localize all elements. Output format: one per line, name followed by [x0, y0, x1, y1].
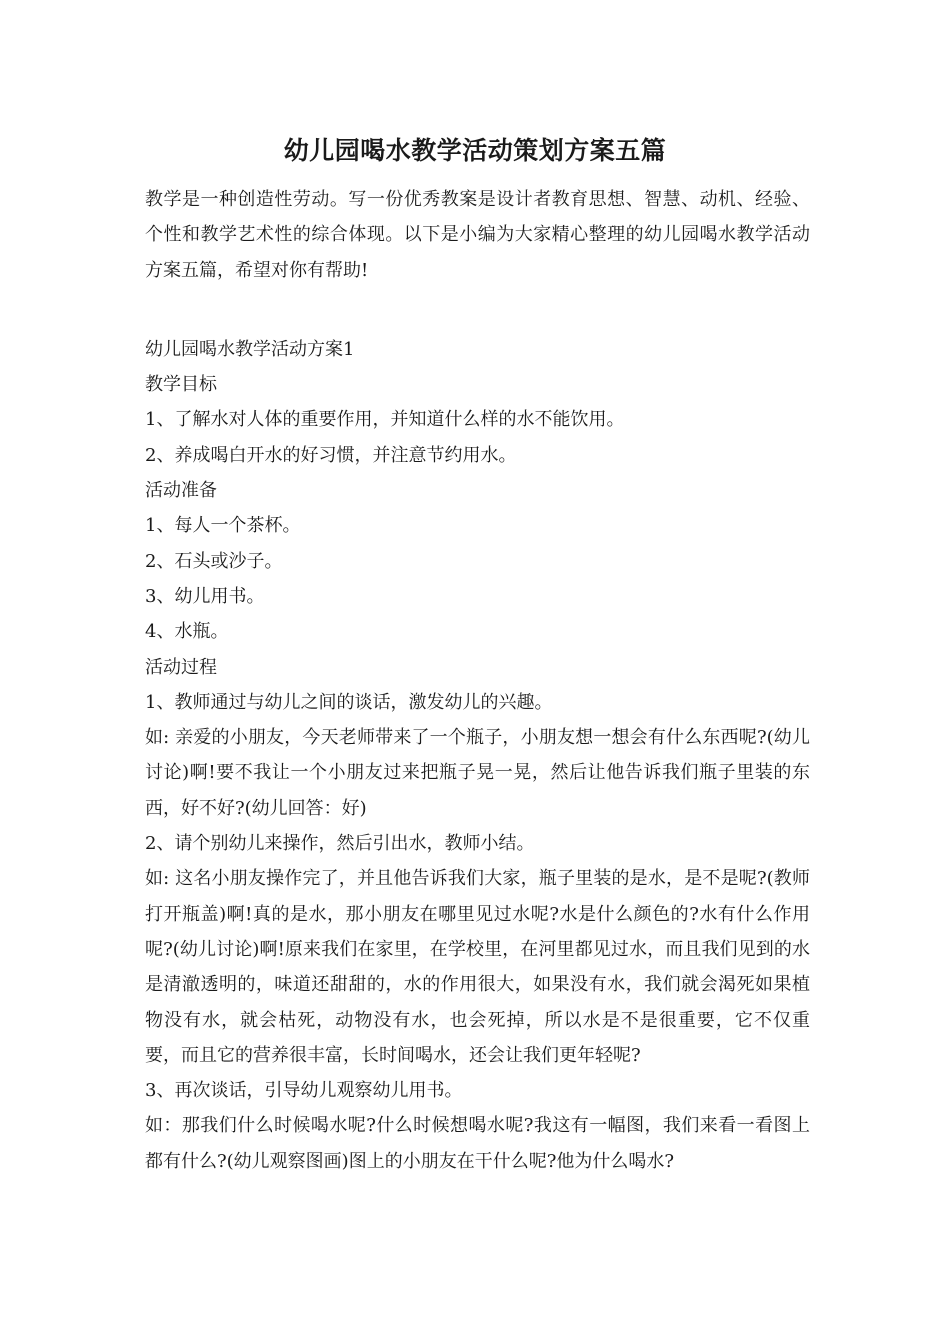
page-title: 幼儿园喝水教学活动策划方案五篇 [283, 136, 667, 165]
document-body [145, 182, 810, 1179]
process-step: 3、再次谈话，引导幼儿观察幼儿用书。 [145, 1080, 463, 1102]
process-example: 如: 这名小朋友操作完了，并且他告诉我们大家，瓶子里装的是水，是不是呢?(教师打开瓶盖)啊!真的是水，那小朋友在哪里见过水呢?水是什么颜色的?水有什么作用呢?(幼儿讨论)啊!原来我们在家里，在学校里，在河里都见过水，而且我们见到的水是清澈透明的，味道还甜甜的，水的作用很大，如果没有水，我们就会渴死如果植物没有水，就会枯死，动物没有水，也会死掉，所以水是不是很重要，它不仅重要，而且它的营养很丰富，长时间喝水，还会让我们更年轻呢? [145, 868, 810, 1066]
prep-item: 4、水瓶。 [145, 621, 229, 643]
process-step: 2、请个别幼儿来操作，然后引出水，教师小结。 [145, 833, 535, 855]
process-example: 如: 亲爱的小朋友，今天老师带来了一个瓶子，小朋友想一想会有什么东西呢?(幼儿讨论)啊!要不我让一个小朋友过来把瓶子晃一晃，然后让他告诉我们瓶子里装的东西，好不好?(幼儿回答：好) [145, 727, 810, 819]
paragraph-spacer [145, 288, 810, 332]
prep-item: 3、幼儿用书。 [145, 585, 265, 607]
goal-item: 1、了解水对人体的重要作用，并知道什么样的水不能饮用。 [145, 409, 625, 431]
process-heading: 活动过程 [145, 656, 217, 678]
process-step: 1、教师通过与幼儿之间的谈话，激发幼儿的兴趣。 [145, 691, 553, 713]
prep-item: 1、每人一个茶杯。 [145, 515, 301, 537]
plan-heading: 幼儿园喝水教学活动方案1 [145, 338, 355, 360]
prep-item: 2、石头或沙子。 [145, 550, 283, 572]
goals-heading: 教学目标 [145, 374, 217, 396]
intro-paragraph: 教学是一种创造性劳动。写一份优秀教案是设计者教育思想、智慧、动机、经验、个性和教学艺术性的综合体现。以下是小编为大家精心整理的幼儿园喝水教学活动方案五篇，希望对你有帮助! [145, 189, 810, 281]
process-example: 如：那我们什么时候喝水呢?什么时候想喝水呢?我这有一幅图，我们来看一看图上都有什么?(幼儿观察图画)图上的小朋友在干什么呢?他为什么喝水? [145, 1115, 810, 1172]
prep-heading: 活动准备 [145, 480, 217, 502]
goal-item: 2、养成喝白开水的好习惯，并注意节约用水。 [145, 444, 517, 466]
